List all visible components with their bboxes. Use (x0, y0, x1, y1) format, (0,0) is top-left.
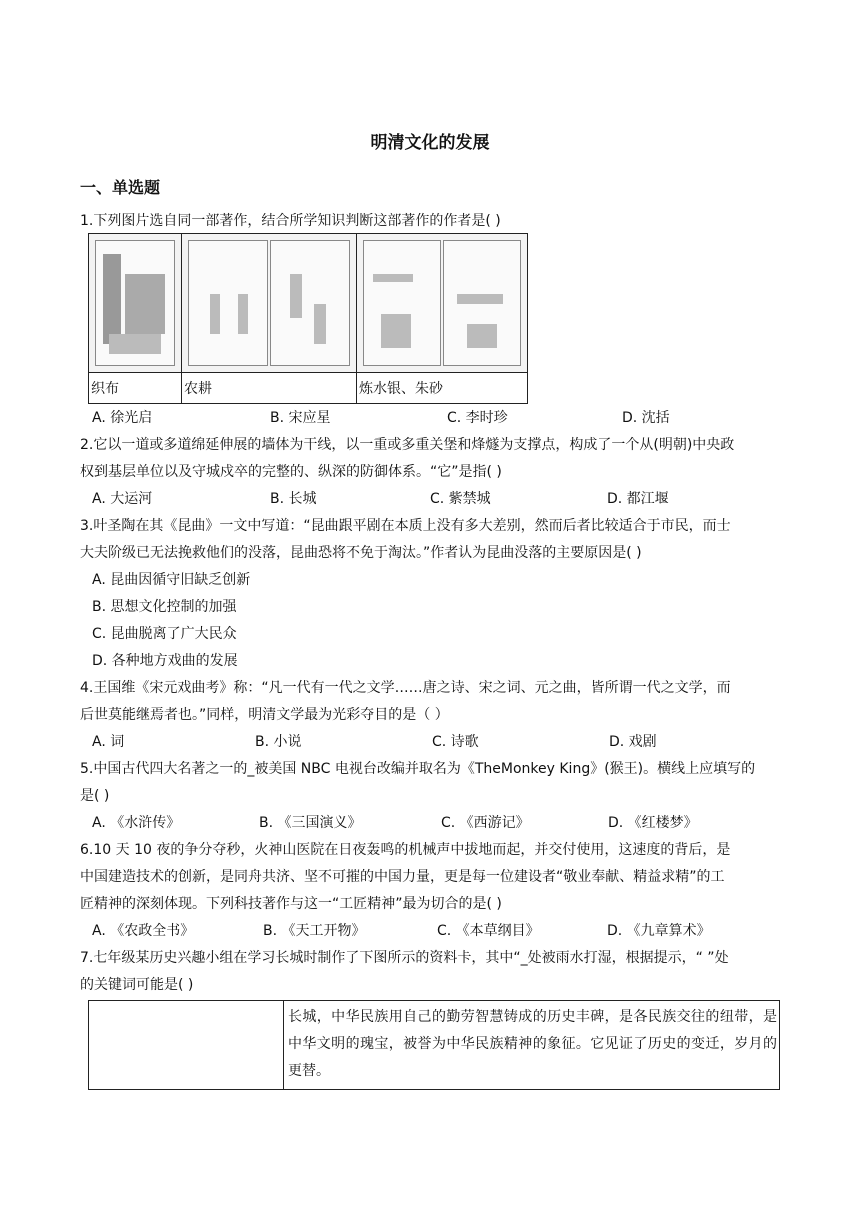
q4-stem-line1: 4.王国维《宋元戏曲考》称：“凡一代有一代之文学……唐之诗、宋之词、元之曲，皆所谓一代之文学，而 (80, 680, 731, 696)
q2-option-d[interactable]: D. 都江堰 (607, 491, 669, 507)
q5-stem-line2: 是( ) (80, 788, 110, 804)
q1-image-cell-1 (89, 234, 182, 373)
q6-stem-line1: 6.10 天 10 夜的争分夺秒，火神山医院在日夜轰鸣的机械声中拔地而起，并交付使用，这速度的背后，是 (80, 842, 731, 858)
q4-stem-line2: 后世莫能继焉者也。”同样，明清文学最为光彩夺目的是（ ） (80, 707, 449, 723)
q1-option-b[interactable]: B. 宋应星 (270, 410, 331, 426)
q6-stem-line2: 中国建造技术的创新，是同舟共济、坚不可摧的中国力量，更是每一位建设者“敬业奉献、精益求精”的工 (80, 869, 725, 885)
q3-option-b[interactable]: B. 思想文化控制的加强 (92, 599, 237, 615)
farming-illustration (182, 234, 356, 372)
q7-stem-line1: 7.七年级某历史兴趣小组在学习长城时制作了下图所示的资料卡，其中“_处被雨水打湿，根据提示，“ ”处 (80, 950, 729, 966)
q2-option-b[interactable]: B. 长城 (270, 491, 317, 507)
q7-info-card (88, 1000, 780, 1090)
q1-image-cell-3 (357, 234, 528, 373)
q5-stem-line1: 5.中国古代四大名著之一的_被美国 NBC 电视台改编并取名为《TheMonkey King》(猴王)。横线上应填写的 (80, 761, 756, 777)
q3-stem-line2: 大夫阶级已无法挽救他们的没落，昆曲恐将不免于淘汰。”作者认为昆曲没落的主要原因是( ) (80, 545, 642, 561)
q2-stem-line2: 权到基层单位以及守城戍卒的完整的、纵深的防御体系。“它”是指( ) (80, 464, 502, 480)
q4-option-b[interactable]: B. 小说 (255, 734, 302, 750)
q6-option-d[interactable]: D. 《九章算术》 (607, 923, 711, 939)
q4-option-d[interactable]: D. 戏剧 (609, 734, 657, 750)
q7-blank-cell (89, 1001, 284, 1090)
q4-option-a[interactable]: A. 词 (92, 734, 125, 750)
q3-option-d[interactable]: D. 各种地方戏曲的发展 (92, 653, 238, 669)
q2-option-c[interactable]: C. 紫禁城 (430, 491, 491, 507)
q6-option-c[interactable]: C. 《本草纲目》 (437, 923, 540, 939)
page-title: 明清文化的发展 (370, 133, 490, 153)
q4-option-c[interactable]: C. 诗歌 (432, 734, 479, 750)
q7-card-text: 长城，中华民族用自己的勤劳智慧铸成的历史丰碑，是各民族交往的纽带，是中华文明的瑰宝，被誉为中华民族精神的象征。它见证了历史的变迁，岁月的更替。 (284, 1001, 780, 1090)
q3-option-a[interactable]: A. 昆曲因循守旧缺乏创新 (92, 572, 251, 588)
q1-caption-3: 炼水银、朱砂 (357, 373, 528, 404)
q5-option-c[interactable]: C. 《西游记》 (441, 815, 530, 831)
q2-option-a[interactable]: A. 大运河 (92, 491, 153, 507)
q3-option-c[interactable]: C. 昆曲脱离了广大民众 (92, 626, 237, 642)
q1-option-d[interactable]: D. 沈括 (622, 410, 670, 426)
q1-image-cell-2 (182, 234, 357, 373)
q5-option-d[interactable]: D. 《红楼梦》 (608, 815, 698, 831)
q3-stem-line1: 3.叶圣陶在其《昆曲》一文中写道：“昆曲跟平剧在本质上没有多大差别，然而后者比较适合于市民，而士 (80, 518, 731, 534)
q1-caption-1: 织布 (89, 373, 182, 404)
weaving-illustration (89, 234, 181, 372)
q6-option-b[interactable]: B. 《天工开物》 (263, 923, 366, 939)
q7-stem-line2: 的关键词可能是( ) (80, 977, 194, 993)
q1-image-table (88, 233, 528, 404)
mercury-cinnabar-illustration (357, 234, 527, 372)
q1-caption-2: 农耕 (182, 373, 357, 404)
q1-option-a[interactable]: A. 徐光启 (92, 410, 153, 426)
q1-stem: 1.下列图片选自同一部著作，结合所学知识判断这部著作的作者是( ) (80, 213, 501, 229)
q5-option-a[interactable]: A. 《水浒传》 (92, 815, 181, 831)
section-heading: 一、单选题 (80, 178, 161, 197)
q1-option-c[interactable]: C. 李时珍 (447, 410, 508, 426)
q6-option-a[interactable]: A. 《农政全书》 (92, 923, 195, 939)
q5-option-b[interactable]: B. 《三国演义》 (259, 815, 362, 831)
q2-stem-line1: 2.它以一道或多道绵延伸展的墙体为干线，以一重或多重关堡和烽燧为支撑点，构成了一个从(明朝)中央政 (80, 437, 735, 453)
q6-stem-line3: 匠精神的深刻体现。下列科技著作与这一“工匠精神”最为切合的是( ) (80, 896, 502, 912)
